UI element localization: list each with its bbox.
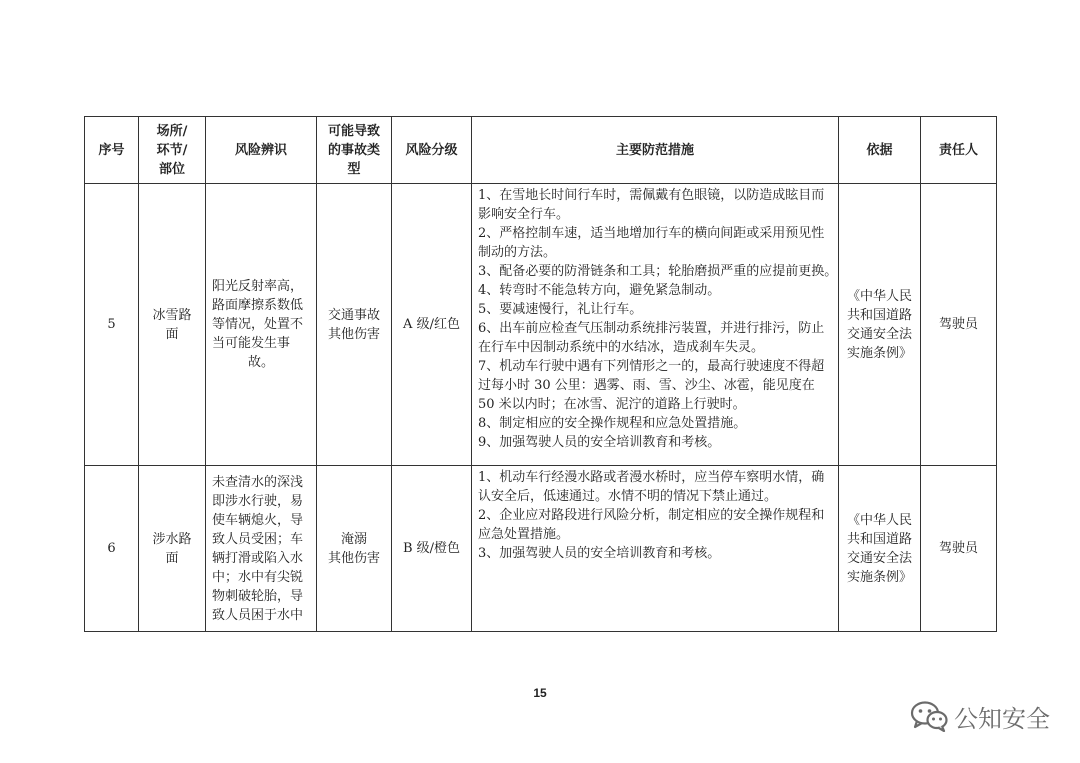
watermark xyxy=(910,698,1050,734)
header-accident-line: 可能导致 xyxy=(327,123,380,139)
row-basis-line: 《中华人民 xyxy=(846,288,912,304)
header-no: 序号 xyxy=(85,117,139,184)
measure-line: 1、机动车行经漫水路或者漫水桥时，应当停车察明水情，确 xyxy=(478,470,825,485)
row-risk-line: 使车辆熄火，导 xyxy=(212,512,304,528)
measure-line: 过每小时 30 公里：遇雾、雨、雪、沙尘、冰雹，能见度在 xyxy=(478,378,815,393)
measure-line: 认安全后，低速通过。水情不明的情况下禁止通过。 xyxy=(478,489,778,504)
measure-line: 4、转弯时不能急转方向，避免紧急制动。 xyxy=(478,283,721,298)
row-place-line: 冰雪路 xyxy=(152,307,192,323)
measure-line: 3、配备必要的防滑链条和工具；轮胎磨损严重的应提前更换。 xyxy=(478,264,838,279)
wechat-icon xyxy=(910,700,948,732)
header-accident xyxy=(317,117,392,184)
watermark-text: 公知安全 xyxy=(954,704,1050,733)
header-level: 风险分级 xyxy=(392,117,472,184)
row-measures xyxy=(472,466,839,632)
row-basis-line: 《中华人民 xyxy=(846,512,912,528)
row-basis xyxy=(839,466,921,632)
header-accident-line: 型 xyxy=(347,161,361,177)
row-level: A 级/红色 xyxy=(392,184,472,466)
row-level: B 级/橙色 xyxy=(392,466,472,632)
row-accident-line: 交通事故 xyxy=(327,307,380,323)
row-risk-line: 路面摩擦系数低 xyxy=(212,298,304,313)
row-place-line: 面 xyxy=(165,326,179,342)
row-basis xyxy=(839,184,921,466)
row-accident-line: 其他伤害 xyxy=(327,326,380,342)
row-risk-line: 即涉水行驶，易 xyxy=(212,493,304,509)
row-risk-line: 物刺破轮胎，导 xyxy=(212,588,304,604)
measure-line: 应急处置措施。 xyxy=(478,527,570,542)
measure-line: 2、企业应对路段进行风险分析，制定相应的安全操作规程和 xyxy=(478,508,825,523)
row-owner: 驾驶员 xyxy=(921,184,997,466)
row-risk-line: 等情况，处置不 xyxy=(212,317,304,332)
header-place-line: 环节/ xyxy=(156,142,188,158)
row-risk-line: 故。 xyxy=(247,355,274,370)
row-accident-line: 其他伤害 xyxy=(327,550,380,566)
measure-line: 在行车中因制动系统中的水结冰，造成刹车失灵。 xyxy=(478,340,765,355)
row-basis-line: 实施条例》 xyxy=(846,569,912,585)
measure-line: 7、机动车行驶中遇有下列情形之一的，最高行驶速度不得超 xyxy=(478,359,825,374)
measure-line: 50 米以内时；在冰雪、泥泞的道路上行驶时。 xyxy=(478,397,746,412)
row-risk-line: 阳光反射率高， xyxy=(212,279,304,294)
row-risk-line: 当可能发生事 xyxy=(212,336,291,351)
table-row xyxy=(85,184,997,466)
measure-line: 6、出车前应检查气压制动系统排污装置，并进行排污，防止 xyxy=(478,321,825,336)
row-basis-line: 共和国道路 xyxy=(846,531,912,547)
row-accident-line: 淹溺 xyxy=(340,531,367,547)
header-measures: 主要防范措施 xyxy=(472,117,839,184)
measure-line: 制动的方法。 xyxy=(478,245,557,260)
measure-line: 1、在雪地长时间行车时，需佩戴有色眼镜，以防造成眩目而 xyxy=(478,188,825,203)
measure-line: 2、严格控制车速，适当地增加行车的横向间距或采用预见性 xyxy=(478,226,825,241)
row-basis-line: 交通安全法 xyxy=(846,550,912,566)
row-accident xyxy=(317,184,392,466)
risk-table xyxy=(84,116,997,632)
measure-line: 8、制定相应的安全操作规程和应急处置措施。 xyxy=(478,416,747,431)
row-basis-line: 共和国道路 xyxy=(846,307,912,323)
row-accident xyxy=(317,466,392,632)
header-basis: 依据 xyxy=(839,117,921,184)
row-risk-line: 未查清水的深浅 xyxy=(212,474,304,490)
row-place-line: 涉水路 xyxy=(152,531,192,547)
row-place xyxy=(139,466,206,632)
header-place-line: 部位 xyxy=(158,161,185,177)
row-basis-line: 实施条例》 xyxy=(846,345,912,361)
header-owner: 责任人 xyxy=(921,117,997,184)
row-basis-line: 交通安全法 xyxy=(846,326,912,342)
row-risk-line: 中；水中有尖锐 xyxy=(212,569,304,585)
row-risk-line: 致人员困于水中 xyxy=(212,607,304,623)
header-risk: 风险辨识 xyxy=(206,117,317,184)
measure-line: 影响安全行车。 xyxy=(478,207,570,222)
row-no: 5 xyxy=(85,184,139,466)
header-place-line: 场所/ xyxy=(156,123,188,139)
row-risk-line: 辆打滑或陷入水 xyxy=(212,550,304,566)
table-header-row xyxy=(85,117,997,184)
row-risk-line: 致人员受困；车 xyxy=(212,531,304,547)
header-place xyxy=(139,117,206,184)
row-risk xyxy=(206,466,317,632)
header-accident-line: 的事故类 xyxy=(327,142,380,158)
table-row xyxy=(85,466,997,632)
measure-line: 5、要减速慢行，礼让行车。 xyxy=(478,302,643,317)
row-owner: 驾驶员 xyxy=(921,466,997,632)
measure-line: 3、加强驾驶人员的安全培训教育和考核。 xyxy=(478,546,721,561)
row-place-line: 面 xyxy=(165,550,179,566)
row-no: 6 xyxy=(85,466,139,632)
row-place xyxy=(139,184,206,466)
row-measures xyxy=(472,184,839,466)
row-risk xyxy=(206,184,317,466)
measure-line: 9、加强驾驶人员的安全培训教育和考核。 xyxy=(478,435,721,450)
page-number: 15 xyxy=(533,686,547,700)
